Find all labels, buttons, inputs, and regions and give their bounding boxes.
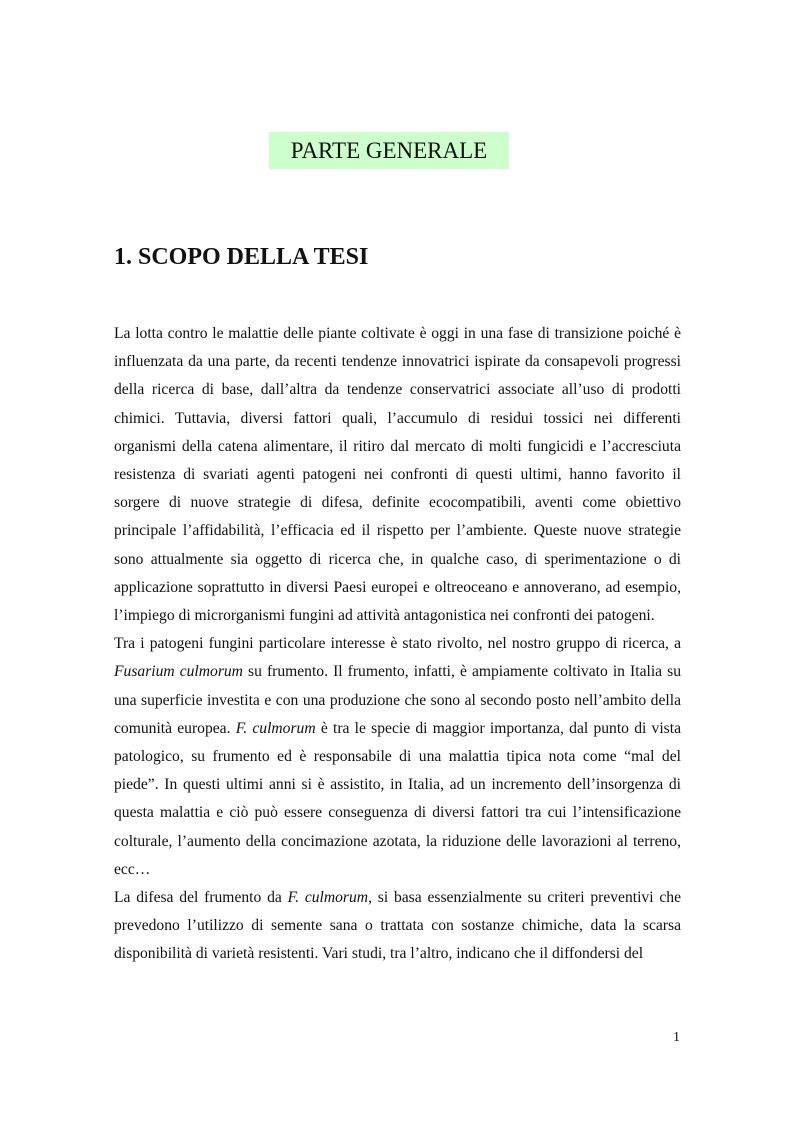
page-number: 1 [673, 1030, 680, 1045]
paragraph-2 [114, 630, 681, 884]
part-heading-text: PARTE GENERALE [290, 137, 488, 163]
species-abbrev: F. culmorum [235, 719, 316, 737]
paragraph-1: La lotta contro le malattie delle piante coltivate è oggi in una fase di transizione poiché è influenzata da una parte, da recenti tendenze innovatrici ispirate da consapevoli progressi della ricerca di base, dall’altra da tendenze conservatrici associate all’uso di prodotti chimici. Tuttavia, diversi fattori quali, l’accumulo di residui tossici nei differenti organismi della catena alimentare, il ritiro dal mercato di molti fungicidi e l’accresciuta resistenza di svariati agenti patogeni nei confronti di questi ultimi, hanno favorito il sorgere di nuove strategie di difesa, definite ecocompatibili, aventi come obiettivo principale l’affidabilità, l’efficacia ed il rispetto per l’ambiente. Queste nuove strategie sono attualmente sia oggetto di ricerca che, in qualche caso, di sperimentazione o di applicazione soprattutto in diversi Paesi europei e oltreoceano e annoverano, ad esempio, l’impiego di microrganismi fungini ad attività antagonistica nei confronti dei patogeni. [114, 325, 681, 625]
species-name: Fusarium culmorum [114, 663, 243, 681]
part-heading [269, 132, 509, 169]
paragraph-3 [114, 884, 681, 969]
body-text [114, 320, 681, 969]
paragraph-3-text-a: La difesa del frumento da [114, 889, 288, 907]
species-abbrev: F. culmorum [287, 889, 369, 907]
chapter-title: 1. SCOPO DELLA TESI [114, 244, 369, 270]
paragraph-2-text-a: Tra i patogeni fungini particolare interesse è stato rivolto, nel nostro gruppo di ricerca, a [114, 635, 681, 653]
paragraph-2-text-c: su frumento. Il frumento, infatti, è ampiamente coltivato in Italia su una superficie investita e con una produzione che sono al secondo posto nell’ambito della comunità europea. [114, 663, 681, 737]
paragraph-2-text-e: è tra le specie di maggior importanza, dal punto di vista patologico, su frumento ed è responsabile di una malattia tipica nota come “mal del piede”. In questi ultimi anni si è assistito, in Italia, ad un incremento dell’insorgenza di questa malattia e ciò può essere conseguenza di diversi fattori tra cui l’intensificazione colturale, l’aumento della concimazione azotata, la riduzione delle lavorazioni al terreno, ecc… [114, 719, 681, 878]
paragraph-3-text-c: , si basa essenzialmente su criteri preventivi che prevedono l’utilizzo di semente sana o trattata con sostanze chimiche, data la scarsa disponibilità di varietà resistenti. Vari studi, tra l’altro, indicano che il diffondersi del [114, 889, 681, 963]
